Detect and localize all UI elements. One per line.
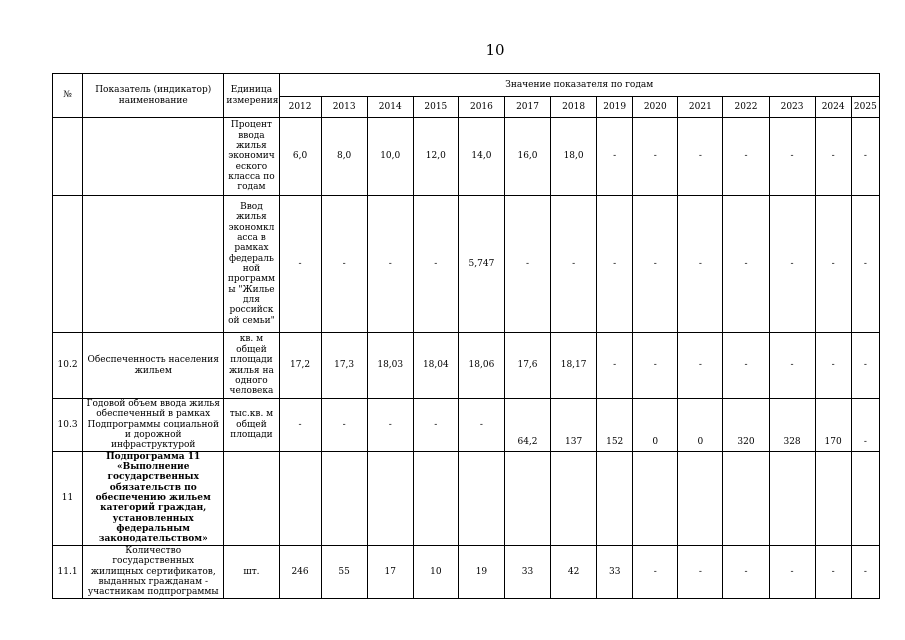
table-row (53, 196, 880, 333)
indicator-name (83, 118, 224, 196)
year-header: 2024 (815, 97, 851, 118)
value-cell: - (321, 399, 367, 452)
value-cell: 137 (551, 399, 597, 452)
value-cell: 18,17 (551, 333, 597, 399)
year-header: 2020 (633, 97, 678, 118)
header-unit: Единица измерения (224, 74, 279, 118)
value-cell: - (815, 545, 851, 598)
value-cell: 17,6 (504, 333, 550, 399)
value-cell: - (633, 118, 678, 196)
value-cell (551, 451, 597, 545)
value-cell: - (769, 118, 815, 196)
value-cell: 152 (597, 399, 633, 452)
value-cell: - (279, 196, 321, 333)
value-cell: 170 (815, 399, 851, 452)
year-header: 2016 (458, 97, 504, 118)
indicator-name: Годовой объем ввода жилья обеспеченный в рамках Подпрограммы социальной и дорожной инфраструктурой (83, 399, 224, 452)
indicator-name: Количество государственных жилищных сертификатов, выданных гражданам - участникам подпрограммы (83, 545, 224, 598)
value-cell: 12,0 (413, 118, 458, 196)
value-cell: 17 (367, 545, 413, 598)
table-row (53, 333, 880, 399)
value-cell: - (413, 196, 458, 333)
unit-cell: Ввод жилья экономкл асса в рамках федераль ной программ ы "Жилье для российск ой семьи" (224, 196, 279, 333)
value-cell: 0 (633, 399, 678, 452)
value-cell: 0 (678, 399, 723, 452)
value-cell: 6,0 (279, 118, 321, 196)
value-cell: - (279, 399, 321, 452)
value-cell: 246 (279, 545, 321, 598)
value-cell: - (504, 196, 550, 333)
indicator-name (83, 196, 224, 333)
value-cell: 17,3 (321, 333, 367, 399)
indicator-name: Обеспеченность населения жильем (83, 333, 224, 399)
value-cell (321, 451, 367, 545)
row-number: 11.1 (53, 545, 83, 598)
unit-cell (224, 451, 279, 545)
value-cell: 8,0 (321, 118, 367, 196)
value-cell (504, 451, 550, 545)
value-cell: 18,04 (413, 333, 458, 399)
value-cell: - (633, 333, 678, 399)
value-cell: - (851, 333, 879, 399)
value-cell: - (678, 333, 723, 399)
unit-cell: кв. м общей площади жилья на одного человека (224, 333, 279, 399)
value-cell (723, 451, 769, 545)
value-cell: - (851, 399, 879, 452)
year-header: 2018 (551, 97, 597, 118)
value-cell: 33 (597, 545, 633, 598)
row-number: 10.3 (53, 399, 83, 452)
table-row (53, 399, 880, 452)
value-cell: - (597, 118, 633, 196)
value-cell: 55 (321, 545, 367, 598)
unit-cell: Процент ввода жилья экономич еского класса по годам (224, 118, 279, 196)
value-cell (279, 451, 321, 545)
value-cell (678, 451, 723, 545)
value-cell: 328 (769, 399, 815, 452)
value-cell: - (815, 196, 851, 333)
table-row (53, 545, 880, 598)
value-cell: 19 (458, 545, 504, 598)
value-cell: 17,2 (279, 333, 321, 399)
value-cell: - (769, 545, 815, 598)
value-cell: - (723, 333, 769, 399)
year-header: 2019 (597, 97, 633, 118)
value-cell (851, 451, 879, 545)
value-cell: - (633, 196, 678, 333)
value-cell: 18,06 (458, 333, 504, 399)
value-cell: - (851, 196, 879, 333)
year-header: 2017 (504, 97, 550, 118)
indicator-table (52, 73, 880, 599)
value-cell: - (851, 545, 879, 598)
value-cell (769, 451, 815, 545)
value-cell: 10 (413, 545, 458, 598)
year-header: 2023 (769, 97, 815, 118)
year-header: 2015 (413, 97, 458, 118)
page-number: 10 (485, 41, 505, 59)
value-cell: 18,03 (367, 333, 413, 399)
year-header: 2025 (851, 97, 879, 118)
value-cell (413, 451, 458, 545)
value-cell: - (367, 196, 413, 333)
header-no: № (53, 74, 83, 118)
value-cell: 5,747 (458, 196, 504, 333)
header-values-by-year: Значение показателя по годам (279, 74, 880, 97)
unit-cell: тыс.кв. м общей площади (224, 399, 279, 452)
value-cell: - (678, 196, 723, 333)
value-cell: - (815, 333, 851, 399)
value-cell: - (597, 333, 633, 399)
header-indicator: Показатель (индикатор) наименование (83, 74, 224, 118)
value-cell (367, 451, 413, 545)
value-cell: - (851, 118, 879, 196)
value-cell: 64,2 (504, 399, 550, 452)
row-number: 10.2 (53, 333, 83, 399)
value-cell: - (723, 545, 769, 598)
value-cell: - (633, 545, 678, 598)
value-cell: - (769, 333, 815, 399)
value-cell: - (678, 118, 723, 196)
value-cell (458, 451, 504, 545)
value-cell (633, 451, 678, 545)
year-header: 2021 (678, 97, 723, 118)
table-row (53, 451, 880, 545)
indicator-name: Подпрограмма 11 «Выполнение государственных обязательств по обеспечению жильем категорий граждан, установленных федеральным законодательством» (83, 451, 224, 545)
value-cell: 16,0 (504, 118, 550, 196)
value-cell: - (597, 196, 633, 333)
table-row (53, 118, 880, 196)
value-cell: - (458, 399, 504, 452)
value-cell: 14,0 (458, 118, 504, 196)
row-number: 11 (53, 451, 83, 545)
value-cell: - (815, 118, 851, 196)
row-number (53, 196, 83, 333)
value-cell (597, 451, 633, 545)
value-cell: - (413, 399, 458, 452)
year-header: 2022 (723, 97, 769, 118)
value-cell: - (769, 196, 815, 333)
year-header: 2012 (279, 97, 321, 118)
value-cell: 10,0 (367, 118, 413, 196)
unit-cell: шт. (224, 545, 279, 598)
value-cell: 33 (504, 545, 550, 598)
row-number (53, 118, 83, 196)
value-cell: - (678, 545, 723, 598)
value-cell: 18,0 (551, 118, 597, 196)
value-cell: - (321, 196, 367, 333)
value-cell: - (723, 118, 769, 196)
value-cell: - (551, 196, 597, 333)
year-header: 2014 (367, 97, 413, 118)
value-cell: 42 (551, 545, 597, 598)
value-cell: - (723, 196, 769, 333)
value-cell: - (367, 399, 413, 452)
value-cell: 320 (723, 399, 769, 452)
value-cell (815, 451, 851, 545)
year-header: 2013 (321, 97, 367, 118)
table-body (53, 118, 880, 599)
